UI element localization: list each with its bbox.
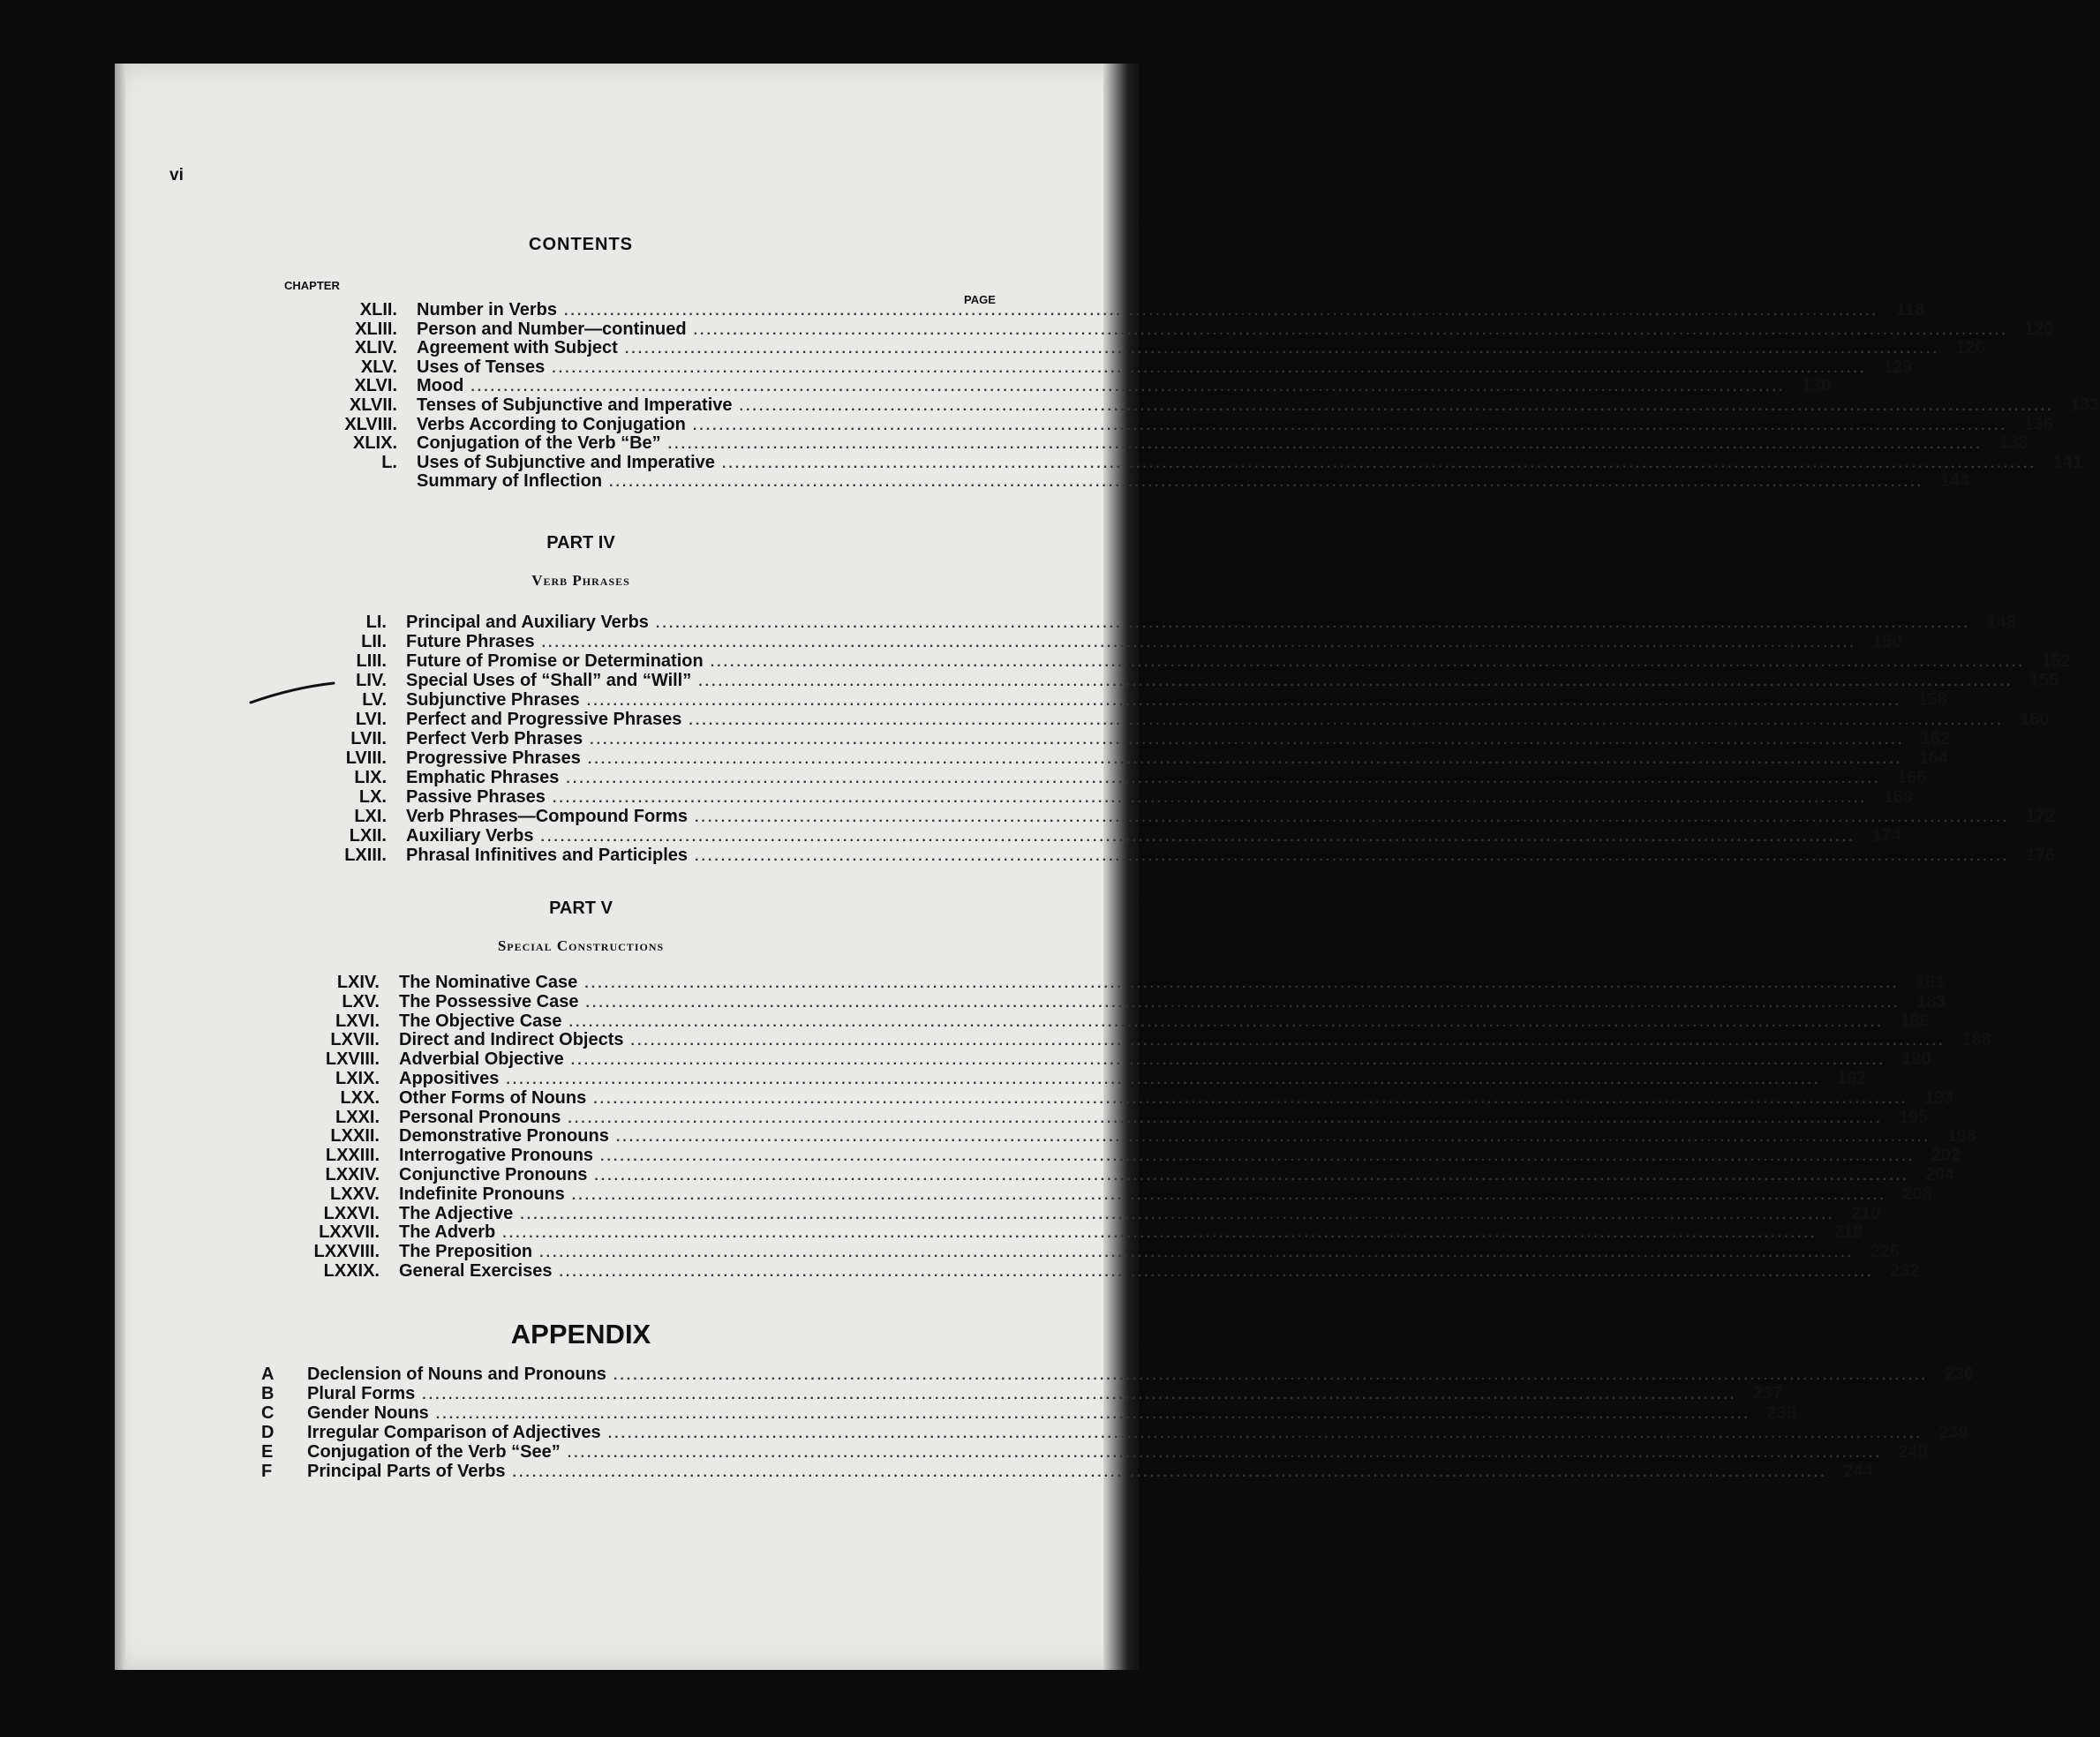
page-number: 150 <box>1872 632 1902 651</box>
chapter-title: Agreement with Subject <box>417 338 618 358</box>
toc-entry <box>281 632 1902 651</box>
page-edge-left <box>115 64 125 1670</box>
toc-entry <box>274 1049 1931 1070</box>
chapter-title: Summary of Inflection <box>417 471 603 492</box>
chapter-number: LX. <box>358 787 387 807</box>
dot-leader: ........................................................................................................................................................................................................ <box>584 976 1900 991</box>
toc-entry <box>291 395 2100 415</box>
toc-entry <box>261 1462 1873 1481</box>
dot-leader: ........................................................................................................................................................................................................ <box>552 791 1867 806</box>
page-number: 238 <box>1766 1403 1796 1423</box>
toc-entry <box>291 319 2054 339</box>
page-number: 244 <box>1843 1462 1873 1481</box>
page-number: 188 <box>1961 1030 1991 1050</box>
dot-leader: ........................................................................................................................................................................................................ <box>567 1446 1882 1461</box>
page-number: 190 <box>1901 1049 1931 1070</box>
page-number: 239 <box>1938 1423 1968 1442</box>
running-head-title: CONTENTS <box>529 235 633 254</box>
toc-entry <box>281 671 2059 690</box>
toc-entry <box>291 414 2053 434</box>
chapter-title: Declension of Nouns and Pronouns <box>307 1365 606 1384</box>
chapter-title: Demonstrative Pronouns <box>399 1126 609 1147</box>
page-number: 186 <box>1900 1011 1930 1031</box>
chapter-number: XLVI. <box>354 376 397 396</box>
page-number: 158 <box>1917 690 1947 710</box>
chapter-column-label: CHAPTER <box>284 279 340 292</box>
chapter-number: XLIII. <box>355 319 397 339</box>
chapter-title: Conjugation of the Verb “Be” <box>417 433 661 454</box>
chapter-number: LXXII. <box>330 1126 380 1147</box>
toc-entry <box>281 768 1927 787</box>
page-number: 160 <box>2020 710 2050 729</box>
dot-leader: ........................................................................................................................................................................................................ <box>470 380 1786 395</box>
chapter-title: Future Phrases <box>406 632 535 651</box>
chapter-number: LVIII. <box>345 748 387 768</box>
chapter-number: B <box>261 1384 275 1403</box>
toc-entry <box>274 973 1946 992</box>
chapter-number: LXIII. <box>344 846 387 865</box>
toc-entry <box>274 1087 1954 1108</box>
dot-leader: ........................................................................................................................................................................................................ <box>512 1465 1827 1480</box>
part5-heading: PART V <box>549 899 613 918</box>
dot-leader: ........................................................................................................................................................................................................ <box>541 635 1856 650</box>
page-folio: vi <box>169 166 184 184</box>
chapter-number: LVII. <box>350 729 387 748</box>
page-number: 193 <box>1923 1087 1954 1108</box>
chapter-title: Special Uses of “Shall” and “Will” <box>406 671 692 690</box>
toc-entry <box>281 826 1901 846</box>
chapter-title: Conjugation of the Verb “See” <box>307 1442 561 1462</box>
chapter-title: Indefinite Pronouns <box>399 1184 565 1204</box>
dot-leader: ........................................................................................................................................................................................................ <box>600 1149 1916 1165</box>
chapter-title: Phrasal Infinitives and Participles <box>406 846 689 865</box>
chapter-title: Adverbial Objective <box>399 1049 564 1070</box>
toc-entry <box>274 1184 1932 1204</box>
page-number: 218 <box>1833 1222 1863 1243</box>
chapter-number: LXX. <box>340 1087 380 1108</box>
page-number: 118 <box>1895 300 1924 320</box>
chapter-title: Plural Forms <box>307 1384 416 1403</box>
toc-entry <box>281 748 1948 768</box>
page-number: 155 <box>2028 671 2059 690</box>
dot-leader: ........................................................................................................................................................................................................ <box>607 1426 1923 1441</box>
toc-entry <box>274 1107 1929 1127</box>
dot-leader: ........................................................................................................................................................................................................ <box>586 694 1901 709</box>
page-number: 169 <box>1883 787 1913 807</box>
dot-leader: ........................................................................................................................................................................................................ <box>594 1169 1909 1184</box>
page-number: 166 <box>1897 768 1927 787</box>
chapter-title: Direct and Indirect Objects <box>399 1030 624 1050</box>
toc-entry <box>281 613 2016 632</box>
page-number: 176 <box>2025 846 2056 865</box>
toc-entry <box>274 1165 1955 1184</box>
chapter-title: Other Forms of Nouns <box>399 1087 587 1108</box>
chapter-number: LXXIV. <box>325 1165 380 1184</box>
dot-leader: ........................................................................................................................................................................................................ <box>570 1053 1885 1069</box>
chapter-number: LIII. <box>356 651 387 671</box>
page-number: 164 <box>1918 748 1948 768</box>
chapter-title: Subjunctive Phrases <box>406 690 580 710</box>
page-number: 208 <box>1902 1184 1932 1204</box>
chapter-number: LII. <box>361 632 387 651</box>
chapter-title: Perfect and Progressive Phrases <box>406 710 682 729</box>
chapter-number: LXXI. <box>335 1107 380 1127</box>
dot-leader: ........................................................................................................................................................................................................ <box>540 830 1855 845</box>
chapter-title: Auxiliary Verbs <box>406 826 534 846</box>
chapter-title: Person and Number—continued <box>417 319 687 339</box>
toc-entry <box>281 787 1913 807</box>
chapter-title: Conjunctive Pronouns <box>399 1165 588 1184</box>
pen-mark <box>249 680 337 706</box>
toc-entry <box>291 433 2028 454</box>
chapter-number: LXXV. <box>330 1184 380 1204</box>
toc-entry <box>281 729 1951 748</box>
toc-entry <box>281 807 2056 826</box>
chapter-number: LXXVII. <box>319 1222 380 1243</box>
dot-leader: ........................................................................................................................................................................................................ <box>568 1014 1884 1030</box>
page-number: 133 <box>2070 395 2100 415</box>
dot-leader: ........................................................................................................................................................................................................ <box>539 1245 1855 1261</box>
dot-leader: ........................................................................................................................................................................................................ <box>422 1387 1737 1402</box>
page-number: 129 <box>1882 357 1913 377</box>
toc-entry <box>261 1365 1974 1384</box>
chapter-title: Principal Parts of Verbs <box>307 1462 506 1481</box>
dot-leader: ........................................................................................................................................................................................................ <box>693 322 2008 338</box>
toc-entry <box>261 1384 1783 1403</box>
dot-leader: ........................................................................................................................................................................................................ <box>563 304 1878 319</box>
chapter-number: LXXVI. <box>323 1203 380 1223</box>
chapter-number: LXIV. <box>336 973 380 992</box>
chapter-title: The Adjective <box>399 1203 514 1223</box>
dot-leader: ........................................................................................................................................................................................................ <box>615 1130 1931 1146</box>
chapter-number: LI. <box>365 613 387 632</box>
dot-leader: ........................................................................................................................................................................................................ <box>502 1226 1818 1242</box>
toc-entry <box>274 1203 1881 1223</box>
chapter-title: The Objective Case <box>399 1011 562 1031</box>
chapter-title: The Preposition <box>399 1242 533 1262</box>
appendix-heading: APPENDIX <box>510 1319 651 1350</box>
page-number: 152 <box>2041 651 2071 671</box>
part5-subheading: Special Constructions <box>497 937 665 954</box>
chapter-number: C <box>261 1403 275 1423</box>
chapter-title: Passive Phrases <box>406 787 546 807</box>
chapter-number: XLIX. <box>352 433 397 454</box>
chapter-title: Uses of Subjunctive and Imperative <box>417 452 715 472</box>
dot-leader: ........................................................................................................................................................................................................ <box>587 752 1902 767</box>
chapter-title: General Exercises <box>399 1261 553 1281</box>
dot-leader: ........................................................................................................................................................................................................ <box>552 360 1867 376</box>
dot-leader: ........................................................................................................................................................................................................ <box>593 1091 1908 1107</box>
chapter-title: Gender Nouns <box>307 1403 429 1423</box>
chapter-number: LXXIII. <box>325 1146 380 1166</box>
dot-leader: ........................................................................................................................................................................................................ <box>506 1072 1821 1087</box>
toc-entry <box>261 1423 1968 1442</box>
page-number: 240 <box>1898 1442 1928 1462</box>
dot-leader: ........................................................................................................................................................................................................ <box>667 437 1983 453</box>
chapter-number: LXVIII. <box>325 1049 380 1070</box>
page-number: 130 <box>1802 376 1832 396</box>
chapter-number: LXIX. <box>335 1069 380 1088</box>
chapter-number: LXVI. <box>335 1011 380 1031</box>
page-number: 162 <box>1920 729 1951 748</box>
chapter-title: Progressive Phrases <box>406 748 581 768</box>
chapter-title: Tenses of Subjunctive and Imperative <box>417 395 733 415</box>
chapter-number: XLII. <box>359 300 397 320</box>
page-number: 195 <box>1899 1107 1929 1127</box>
chapter-title: The Adverb <box>399 1222 496 1243</box>
dot-leader: ........................................................................................................................................................................................................ <box>613 1368 1928 1383</box>
page-number: 172 <box>2025 807 2056 826</box>
page-number: 136 <box>2023 414 2053 434</box>
toc-entry <box>261 1403 1796 1423</box>
part4-heading: PART IV <box>546 533 615 553</box>
chapter-number: LXV. <box>342 991 380 1011</box>
chapter-title: The Possessive Case <box>399 991 579 1011</box>
page-column-label: PAGE <box>964 293 996 306</box>
dot-leader: ........................................................................................................................................................................................................ <box>630 1034 1946 1049</box>
chapter-number: A <box>261 1365 275 1384</box>
page-number: 126 <box>1955 338 1985 358</box>
chapter-title: Number in Verbs <box>417 300 557 320</box>
dot-leader: ........................................................................................................................................................................................................ <box>590 733 1905 748</box>
page-number: 138 <box>1998 433 2028 454</box>
dot-leader: ........................................................................................................................................................................................................ <box>585 995 1901 1011</box>
chapter-title: Appositives <box>399 1069 500 1088</box>
chapter-title: Verb Phrases—Compound Forms <box>406 807 688 826</box>
chapter-title: Irregular Comparison of Adjectives <box>307 1423 601 1442</box>
page-number: 204 <box>1925 1165 1955 1184</box>
page-number: 120 <box>2024 319 2054 339</box>
chapter-number: XLIV. <box>354 338 397 358</box>
page-number: 202 <box>1931 1146 1961 1166</box>
chapter-title: Interrogative Pronouns <box>399 1146 594 1166</box>
toc-entry <box>274 1126 1976 1147</box>
chapter-number: LXXIX. <box>323 1261 380 1281</box>
chapter-title: Verbs According to Conjugation <box>417 414 686 434</box>
dot-leader: ........................................................................................................................................................................................................ <box>624 342 1939 357</box>
chapter-number: LIV. <box>356 671 387 690</box>
page-number: 181 <box>1915 973 1946 992</box>
page-number: 237 <box>1752 1384 1783 1403</box>
chapter-number: L. <box>381 452 397 472</box>
chapter-number: E <box>261 1442 274 1462</box>
toc-entry <box>274 1146 1961 1166</box>
toc-entry <box>291 471 1970 492</box>
toc-entry <box>291 376 1832 396</box>
chapter-number: D <box>261 1423 275 1442</box>
toc-entry <box>274 1242 1901 1262</box>
dot-leader: ........................................................................................................................................................................................................ <box>520 1207 1835 1222</box>
dot-leader: ........................................................................................................................................................................................................ <box>609 475 1924 491</box>
chapter-number: F <box>261 1462 273 1481</box>
page-number: 210 <box>1850 1203 1881 1223</box>
chapter-number: LVI. <box>355 710 387 729</box>
toc-entry <box>281 710 2050 729</box>
chapter-title: Future of Promise or Determination <box>406 651 704 671</box>
part4-subheading: Verb Phrases <box>531 572 630 589</box>
dot-leader: ........................................................................................................................................................................................................ <box>698 674 2013 689</box>
dot-leader: ........................................................................................................................................................................................................ <box>694 810 2010 825</box>
toc-entry <box>274 1261 1920 1281</box>
page-number: 148 <box>1986 613 2016 632</box>
toc-entry <box>274 1011 1930 1031</box>
chapter-title: Principal and Auxiliary Verbs <box>406 613 649 632</box>
toc-entry <box>274 1069 1867 1088</box>
page-number: 198 <box>1946 1126 1976 1147</box>
toc-entry <box>281 846 2056 865</box>
toc-entry <box>281 651 2071 671</box>
toc-entry <box>274 991 1946 1011</box>
chapter-title: Personal Pronouns <box>399 1107 561 1127</box>
dot-leader: ........................................................................................................................................................................................................ <box>568 1110 1883 1126</box>
page-number: 192 <box>1837 1069 1867 1088</box>
dot-leader: ........................................................................................................................................................................................................ <box>566 771 1881 786</box>
toc-entry <box>274 1222 1863 1243</box>
page-number: 183 <box>1916 991 1946 1011</box>
page-number: 144 <box>1939 471 1970 492</box>
dot-leader: ........................................................................................................................................................................................................ <box>571 1187 1886 1203</box>
dot-leader: ........................................................................................................................................................................................................ <box>655 616 1970 631</box>
toc-entry <box>291 357 1913 377</box>
page-number: 141 <box>2052 452 2082 472</box>
chapter-number: LV. <box>362 690 387 710</box>
chapter-number: LXXVIII. <box>313 1242 380 1262</box>
dot-leader: ........................................................................................................................................................................................................ <box>559 1265 1874 1280</box>
page-number: 236 <box>1944 1365 1974 1384</box>
toc-entry <box>274 1030 1991 1050</box>
chapter-title: Emphatic Phrases <box>406 768 560 787</box>
toc-entry <box>291 452 2082 472</box>
toc-entry <box>281 690 1947 710</box>
page-number: 174 <box>1871 826 1901 846</box>
chapter-number: XLVII. <box>349 395 397 415</box>
dot-leader: ........................................................................................................................................................................................................ <box>435 1407 1750 1422</box>
chapter-title: Perfect Verb Phrases <box>406 729 583 748</box>
dot-leader: ........................................................................................................................................................................................................ <box>710 655 2025 670</box>
toc-entry <box>261 1442 1928 1462</box>
toc-entry <box>291 300 1924 320</box>
chapter-title: Mood <box>417 376 464 396</box>
chapter-number: LXI. <box>354 807 387 826</box>
chapter-number: LXVII. <box>330 1030 380 1050</box>
dot-leader: ........................................................................................................................................................................................................ <box>739 399 2054 414</box>
chapter-title: The Nominative Case <box>399 973 578 992</box>
page-number: 226 <box>1870 1242 1901 1262</box>
dot-leader: ........................................................................................................................................................................................................ <box>695 849 2010 864</box>
chapter-number: XLV. <box>360 357 397 377</box>
toc-entry <box>291 338 1985 358</box>
chapter-number: LXII. <box>349 826 387 846</box>
chapter-title: Uses of Tenses <box>417 357 546 377</box>
dot-leader: ........................................................................................................................................................................................................ <box>692 417 2007 433</box>
dot-leader: ........................................................................................................................................................................................................ <box>689 713 2004 728</box>
page-number: 232 <box>1890 1261 1920 1281</box>
chapter-number: XLVIII. <box>344 414 397 434</box>
chapter-number: LIX. <box>354 768 387 787</box>
dot-leader: ........................................................................................................................................................................................................ <box>721 455 2036 471</box>
